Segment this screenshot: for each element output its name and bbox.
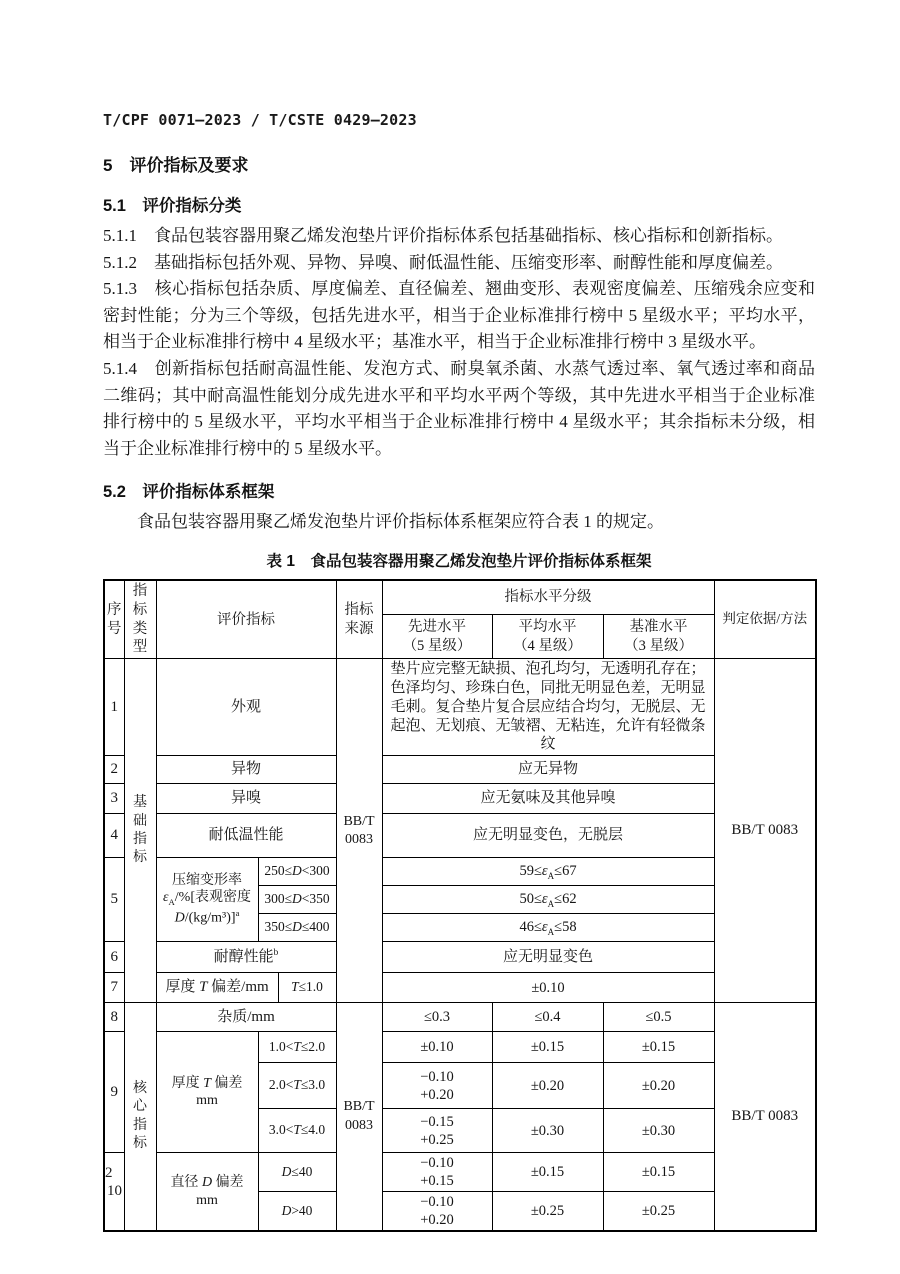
tolerance-minus: −0.15 bbox=[420, 1113, 454, 1130]
table-row-9a bbox=[104, 1032, 816, 1063]
cell-no-3: 3 bbox=[104, 784, 124, 814]
range-pre: 250≤ bbox=[264, 863, 293, 879]
cell-indicator-compression bbox=[156, 858, 258, 942]
range-post: <350 bbox=[301, 891, 330, 907]
cell-th1-avg: ±0.15 bbox=[492, 1032, 603, 1063]
range-var: D bbox=[292, 919, 302, 935]
tolerance-plus: +0.15 bbox=[420, 1173, 454, 1190]
diameter-line1 bbox=[159, 1174, 256, 1192]
req-post: ≤62 bbox=[554, 890, 577, 907]
header-type bbox=[124, 580, 156, 659]
range-post: ≤2.0 bbox=[300, 1038, 326, 1054]
cell-req-foreign-matter: 应无异物 bbox=[382, 756, 714, 784]
cell-d2-avg: ±0.25 bbox=[492, 1192, 603, 1232]
level-average-name: 平均水平 bbox=[518, 618, 577, 635]
cell-req-odor: 应无氨味及其他异嗅 bbox=[382, 784, 714, 814]
header-seq bbox=[104, 580, 124, 659]
req-pre: 50≤ bbox=[519, 890, 542, 907]
footnote-b-marker: b bbox=[273, 947, 279, 958]
tolerance-plus: +0.20 bbox=[420, 1212, 454, 1229]
cell-source-core bbox=[336, 1003, 382, 1232]
heading-5: 5 评价指标及要求 bbox=[103, 156, 249, 175]
heading-5-2: 5.2 评价指标体系框架 bbox=[103, 483, 275, 502]
cell-th3-adv bbox=[382, 1109, 492, 1153]
cell-indicator-thickness-basic bbox=[156, 973, 278, 1003]
cell-basis-basic: BB/T 0083 bbox=[714, 659, 816, 1003]
paragraph-5-2-intro: 食品包装容器用聚乙烯发泡垫片评价指标体系框架应符合表 1 的规定。 bbox=[137, 512, 664, 532]
cell-th3-avg: ±0.30 bbox=[492, 1109, 603, 1153]
range-var: T bbox=[293, 1077, 301, 1093]
level-advanced-name: 先进水平 bbox=[408, 618, 466, 635]
cell-indicator-thickness-core bbox=[156, 1032, 258, 1153]
cell-indicator-alcohol bbox=[156, 942, 336, 973]
label-post: 偏差 bbox=[212, 1175, 244, 1191]
cell-impurity-base: ≤0.5 bbox=[603, 1003, 714, 1032]
cell-thickness-range-1 bbox=[258, 1032, 336, 1063]
footnote-a-marker: a bbox=[235, 908, 240, 919]
cell-impurity-avg: ≤0.4 bbox=[492, 1003, 603, 1032]
req-pre: 46≤ bbox=[519, 918, 542, 935]
cell-d1-avg: ±0.15 bbox=[492, 1153, 603, 1192]
cond-post: ≤1.0 bbox=[298, 979, 323, 995]
tolerance-plus: +0.25 bbox=[420, 1131, 454, 1148]
page-content bbox=[103, 111, 815, 1232]
cell-no-7: 7 bbox=[104, 973, 124, 1003]
label-pre: 厚度 bbox=[171, 1075, 204, 1091]
range-var: D bbox=[292, 863, 302, 879]
cell-no-9: 9 bbox=[104, 1032, 124, 1153]
epsilon-symbol: ε bbox=[162, 890, 169, 906]
range-post: ≤3.0 bbox=[300, 1077, 326, 1093]
header-source-line2: 来源 bbox=[344, 620, 374, 637]
cell-thickness-range-2 bbox=[258, 1063, 336, 1109]
header-level-advanced bbox=[382, 614, 492, 659]
range-var: D bbox=[281, 1163, 292, 1179]
standard-code: T/CPF 0071—2023 / T/CSTE 0429—2023 bbox=[103, 111, 417, 129]
heading-5-1: 5.1 评价指标分类 bbox=[103, 197, 242, 215]
range-post: <300 bbox=[301, 863, 330, 879]
label-var: T bbox=[203, 1075, 211, 1091]
paragraph-5-1-4: 5.1.4 创新指标包括耐高温性能、发泡方式、耐臭氧杀菌、水蒸气透过率、氧气透过率和商品二维码；其中耐高温性能划分成先进水平和平均水平两个等级，其中先进水平相当于企业标准排行榜中的 5 星级水平，平均水平相当于企业标准排行榜中 4 星级水平；其余指标未分级，相当于企业标准排行榜中的 5 星级水平。 bbox=[103, 358, 815, 458]
density-symbol: D bbox=[174, 910, 185, 926]
cell-d2-base: ±0.25 bbox=[603, 1192, 714, 1232]
cell-req-appearance: 垫片应完整无缺损、泡孔均匀，无透明孔存在；色泽均匀、珍珠白色，同批无明显色差，无明显毛刺。复合垫片复合层应结合均匀，无脱层、无起泡、无划痕、无皱褶、无粘连，允许有轻微条纹 bbox=[382, 659, 714, 756]
tolerance-minus: −0.10 bbox=[420, 1155, 454, 1172]
header-source-line1: 指标 bbox=[344, 601, 374, 618]
cell-d1-adv bbox=[382, 1153, 492, 1192]
range-pre: 300≤ bbox=[264, 891, 293, 907]
cell-th2-adv bbox=[382, 1063, 492, 1109]
compression-label-density: /%[表观密度 bbox=[174, 890, 251, 906]
cell-no-4: 4 bbox=[104, 814, 124, 858]
cell-th3-base: ±0.30 bbox=[603, 1109, 714, 1153]
paragraph-5-1-1: 5.1.1 食品包装容器用聚乙烯发泡垫片评价指标体系包括基础指标、核心指标和创新指标。 bbox=[103, 226, 783, 245]
req-epsilon-sub: A bbox=[547, 926, 555, 937]
cell-type-core bbox=[124, 1003, 156, 1232]
compression-label-line2 bbox=[159, 889, 256, 908]
table-row-1 bbox=[104, 659, 816, 756]
table-row-4 bbox=[104, 814, 816, 858]
cell-compression-req-1 bbox=[382, 858, 714, 886]
cell-thickness-cond bbox=[278, 973, 336, 1003]
cell-diameter-range-2 bbox=[258, 1192, 336, 1232]
cell-no-2: 2 bbox=[104, 756, 124, 784]
tolerance-minus: −0.10 bbox=[420, 1194, 454, 1211]
cell-req-alcohol: 应无明显变色 bbox=[382, 942, 714, 973]
type-core-line1: 核心 bbox=[133, 1081, 147, 1115]
cell-req-thickness-basic: ±0.10 bbox=[382, 973, 714, 1003]
cell-th1-base: ±0.15 bbox=[603, 1032, 714, 1063]
thickness-label-pre: 厚度 bbox=[165, 979, 200, 996]
compression-label-text: 压缩变形率 bbox=[172, 872, 242, 888]
type-basic-line1: 基础 bbox=[133, 795, 147, 829]
req-epsilon-sub: A bbox=[547, 898, 555, 909]
table-header-row-1 bbox=[104, 580, 816, 614]
tolerance-minus: −0.10 bbox=[420, 1068, 454, 1085]
source-basic-line1: BB/T bbox=[343, 813, 375, 829]
level-baseline-stars: （3 星级） bbox=[624, 637, 693, 654]
cell-indicator-diameter bbox=[156, 1153, 258, 1232]
cell-density-range-1 bbox=[258, 858, 336, 886]
thickness-symbol: T bbox=[199, 979, 208, 996]
cell-no-1: 1 bbox=[104, 659, 124, 756]
range-var: T bbox=[293, 1038, 301, 1054]
cell-req-low-temp: 应无明显变色，无脱层 bbox=[382, 814, 714, 858]
cell-impurity-adv: ≤0.3 bbox=[382, 1003, 492, 1032]
header-seq-line2: 号 bbox=[107, 620, 122, 637]
thickness-label-post: 偏差/mm bbox=[207, 979, 269, 996]
table-row-5a bbox=[104, 858, 816, 886]
cell-th2-base: ±0.20 bbox=[603, 1063, 714, 1109]
header-level-average bbox=[492, 614, 603, 659]
req-epsilon: ε bbox=[541, 862, 548, 879]
cell-no-10: 10 bbox=[104, 1153, 124, 1232]
compression-label-line1 bbox=[159, 872, 256, 890]
cond-var: T bbox=[291, 979, 299, 995]
cell-density-range-3 bbox=[258, 914, 336, 942]
range-var: D bbox=[281, 1202, 292, 1218]
table-row-6 bbox=[104, 942, 816, 973]
header-source bbox=[336, 580, 382, 659]
range-post: >40 bbox=[291, 1202, 313, 1218]
cell-th1-adv: ±0.10 bbox=[382, 1032, 492, 1063]
evaluation-framework-table bbox=[103, 579, 817, 1232]
cell-indicator-appearance: 外观 bbox=[156, 659, 336, 756]
table-1-title: 表 1 食品包装容器用聚乙烯发泡垫片评价指标体系框架 bbox=[266, 552, 652, 570]
type-basic-line2: 指标 bbox=[133, 831, 147, 865]
cell-indicator-impurity: 杂质/mm bbox=[156, 1003, 336, 1032]
cell-indicator-foreign-matter: 异物 bbox=[156, 756, 336, 784]
type-core-line2: 指标 bbox=[133, 1117, 147, 1151]
table-row-7 bbox=[104, 973, 816, 1003]
req-epsilon: ε bbox=[541, 890, 548, 907]
cell-density-range-2 bbox=[258, 886, 336, 914]
cell-thickness-range-3 bbox=[258, 1109, 336, 1153]
header-type-line2: 类型 bbox=[132, 620, 148, 656]
thickness-core-line1 bbox=[159, 1075, 256, 1093]
range-pre: 3.0< bbox=[268, 1122, 294, 1138]
req-pre: 59≤ bbox=[519, 862, 542, 879]
header-seq-line1: 序 bbox=[107, 601, 122, 618]
level-baseline-name: 基准水平 bbox=[629, 618, 688, 635]
cell-th2-avg: ±0.20 bbox=[492, 1063, 603, 1109]
epsilon-subscript: A bbox=[168, 897, 175, 908]
diameter-unit: mm bbox=[196, 1192, 218, 1208]
label-pre: 直径 bbox=[170, 1175, 202, 1191]
cell-type-basic bbox=[124, 659, 156, 1003]
alcohol-label: 耐醇性能 bbox=[213, 948, 274, 965]
label-post: 偏差 bbox=[210, 1075, 243, 1091]
cell-d1-base: ±0.15 bbox=[603, 1153, 714, 1192]
cell-basis-core: BB/T 0083 bbox=[714, 1003, 816, 1232]
header-indicator: 评价指标 bbox=[156, 580, 336, 659]
table-row-2 bbox=[104, 756, 816, 784]
source-basic-line2: 0083 bbox=[345, 831, 373, 847]
label-var: D bbox=[201, 1175, 213, 1191]
range-pre: 1.0< bbox=[268, 1038, 294, 1054]
range-pre: 350≤ bbox=[264, 919, 293, 935]
source-core-line1: BB/T bbox=[343, 1099, 375, 1115]
level-advanced-stars: （5 星级） bbox=[402, 637, 472, 654]
cell-no-5: 5 bbox=[104, 858, 124, 942]
cell-no-6: 6 bbox=[104, 942, 124, 973]
cell-d2-adv bbox=[382, 1192, 492, 1232]
cell-indicator-odor: 异嗅 bbox=[156, 784, 336, 814]
cell-compression-req-2 bbox=[382, 886, 714, 914]
level-average-stars: （4 星级） bbox=[513, 637, 582, 654]
page-number: 2 bbox=[105, 1165, 113, 1181]
range-var: D bbox=[292, 891, 302, 907]
cell-source-basic bbox=[336, 659, 382, 1003]
req-post: ≤67 bbox=[554, 862, 577, 879]
range-pre: 2.0< bbox=[268, 1077, 294, 1093]
source-core-line2: 0083 bbox=[345, 1117, 373, 1133]
table-row-10a bbox=[104, 1153, 816, 1192]
density-unit: /(kg/m³)] bbox=[184, 910, 236, 926]
header-level-baseline bbox=[603, 614, 714, 659]
header-basis: 判定依据/方法 bbox=[714, 580, 816, 659]
req-epsilon: ε bbox=[541, 918, 548, 935]
cell-no-8: 8 bbox=[104, 1003, 124, 1032]
range-post: ≤400 bbox=[301, 919, 330, 935]
cell-indicator-low-temp: 耐低温性能 bbox=[156, 814, 336, 858]
thickness-core-unit: mm bbox=[196, 1093, 218, 1109]
range-post: ≤40 bbox=[291, 1163, 313, 1179]
cell-compression-req-3 bbox=[382, 914, 714, 942]
req-post: ≤58 bbox=[554, 918, 577, 935]
header-level-group: 指标水平分级 bbox=[382, 580, 714, 614]
req-epsilon-sub: A bbox=[547, 870, 555, 881]
range-var: T bbox=[293, 1122, 301, 1138]
compression-label-line3 bbox=[159, 908, 256, 927]
paragraph-5-1-2: 5.1.2 基础指标包括外观、异物、异嗅、耐低温性能、压缩变形率、耐醇性能和厚度偏差。 bbox=[103, 252, 783, 272]
range-post: ≤4.0 bbox=[300, 1122, 326, 1138]
cell-diameter-range-1 bbox=[258, 1153, 336, 1192]
tolerance-plus: +0.20 bbox=[420, 1086, 454, 1103]
paragraph-5-1-3: 5.1.3 核心指标包括杂质、厚度偏差、直径偏差、翘曲变形、表观密度偏差、压缩残余应变和密封性能；分为三个等级，包括先进水平，相当于企业标准排行榜中 5 星级水平；平均水平，相当于企业标准排行榜中 4 星级水平；基准水平，相当于企业标准排行榜中 3 星级水平。 bbox=[103, 279, 815, 352]
table-row-3 bbox=[104, 784, 816, 814]
table-row-8 bbox=[104, 1003, 816, 1032]
header-type-line1: 指标 bbox=[132, 582, 148, 618]
